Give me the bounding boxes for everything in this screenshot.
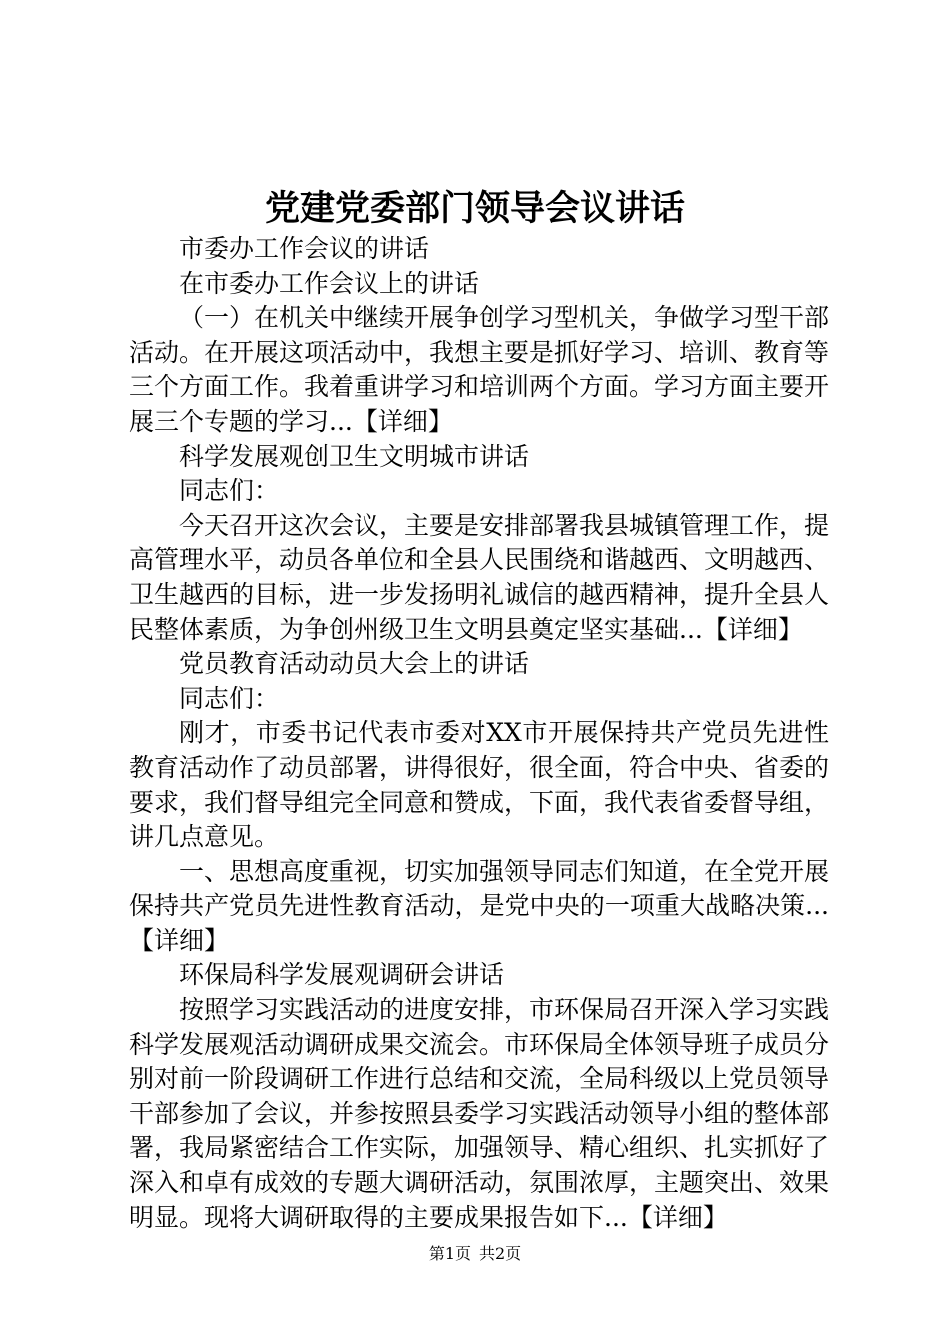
paragraph: 在市委办工作会议上的讲话: [179, 268, 480, 298]
paragraph: 刚才，市委书记代表市委对XX市开展保持共产党员先进性教育活动作了动员部署，讲得很好，很全面，符合中央、省委的要求，我们督导组完全同意和赞成，下面，我代表省委督导组，讲几点意见。: [129, 718, 830, 852]
paragraph: 同志们：: [179, 476, 280, 506]
paragraph: 党员教育活动动员大会上的讲话: [179, 649, 530, 679]
page-number: 第1页: [428, 1244, 471, 1263]
paragraph: 市委办工作会议的讲话: [179, 234, 430, 263]
paragraph: 一、思想高度重视，切实加强领导同志们知道，在全党开展保持共产党员先进性教育活动，是党中央的一项重大战略决策...【详细】: [129, 856, 830, 955]
paragraph: 环保局科学发展观调研会讲话: [179, 960, 505, 990]
document-title: 党建党委部门领导会议讲话: [264, 188, 685, 229]
page-total: 共2页: [479, 1244, 522, 1263]
paragraph: （一）在机关中继续开展争创学习型机关，争做学习型干部活动。在开展这项活动中，我想主要是抓好学习、培训、教育等三个方面工作。我着重讲学习和培训两个方面。学习方面主要开展三个专题的学习...【详细】: [129, 303, 830, 436]
paragraph: 同志们：: [179, 683, 280, 713]
paragraph: 今天召开这次会议，主要是安排部署我县城镇管理工作，提高管理水平，动员各单位和全县人民围绕和谐越西、文明越西、卫生越西的目标，进一步发扬明礼诚信的越西精神，提升全县人民整体素质，为争创州级卫生文明县奠定坚实基础...【详细】: [129, 510, 830, 644]
document-body: [129, 232, 829, 1235]
paragraph: 按照学习实践活动的进度安排，市环保局召开深入学习实践科学发展观活动调研成果交流会。市环保局全体领导班子成员分别对前一阶段调研工作进行总结和交流，全局科级以上党员领导干部参加了会议，并参按照县委学习实践活动领导小组的整体部署，我局紧密结合工作实际，加强领导、精心组织、扎实抓好了深入和卓有成效的专题大调研活动，氛围浓厚，主题突出、效果明显。现将大调研取得的主要成果报告如下...【详细】: [129, 995, 830, 1232]
page-footer: [0, 1243, 950, 1265]
paragraph: 科学发展观创卫生文明城市讲话: [179, 441, 530, 471]
